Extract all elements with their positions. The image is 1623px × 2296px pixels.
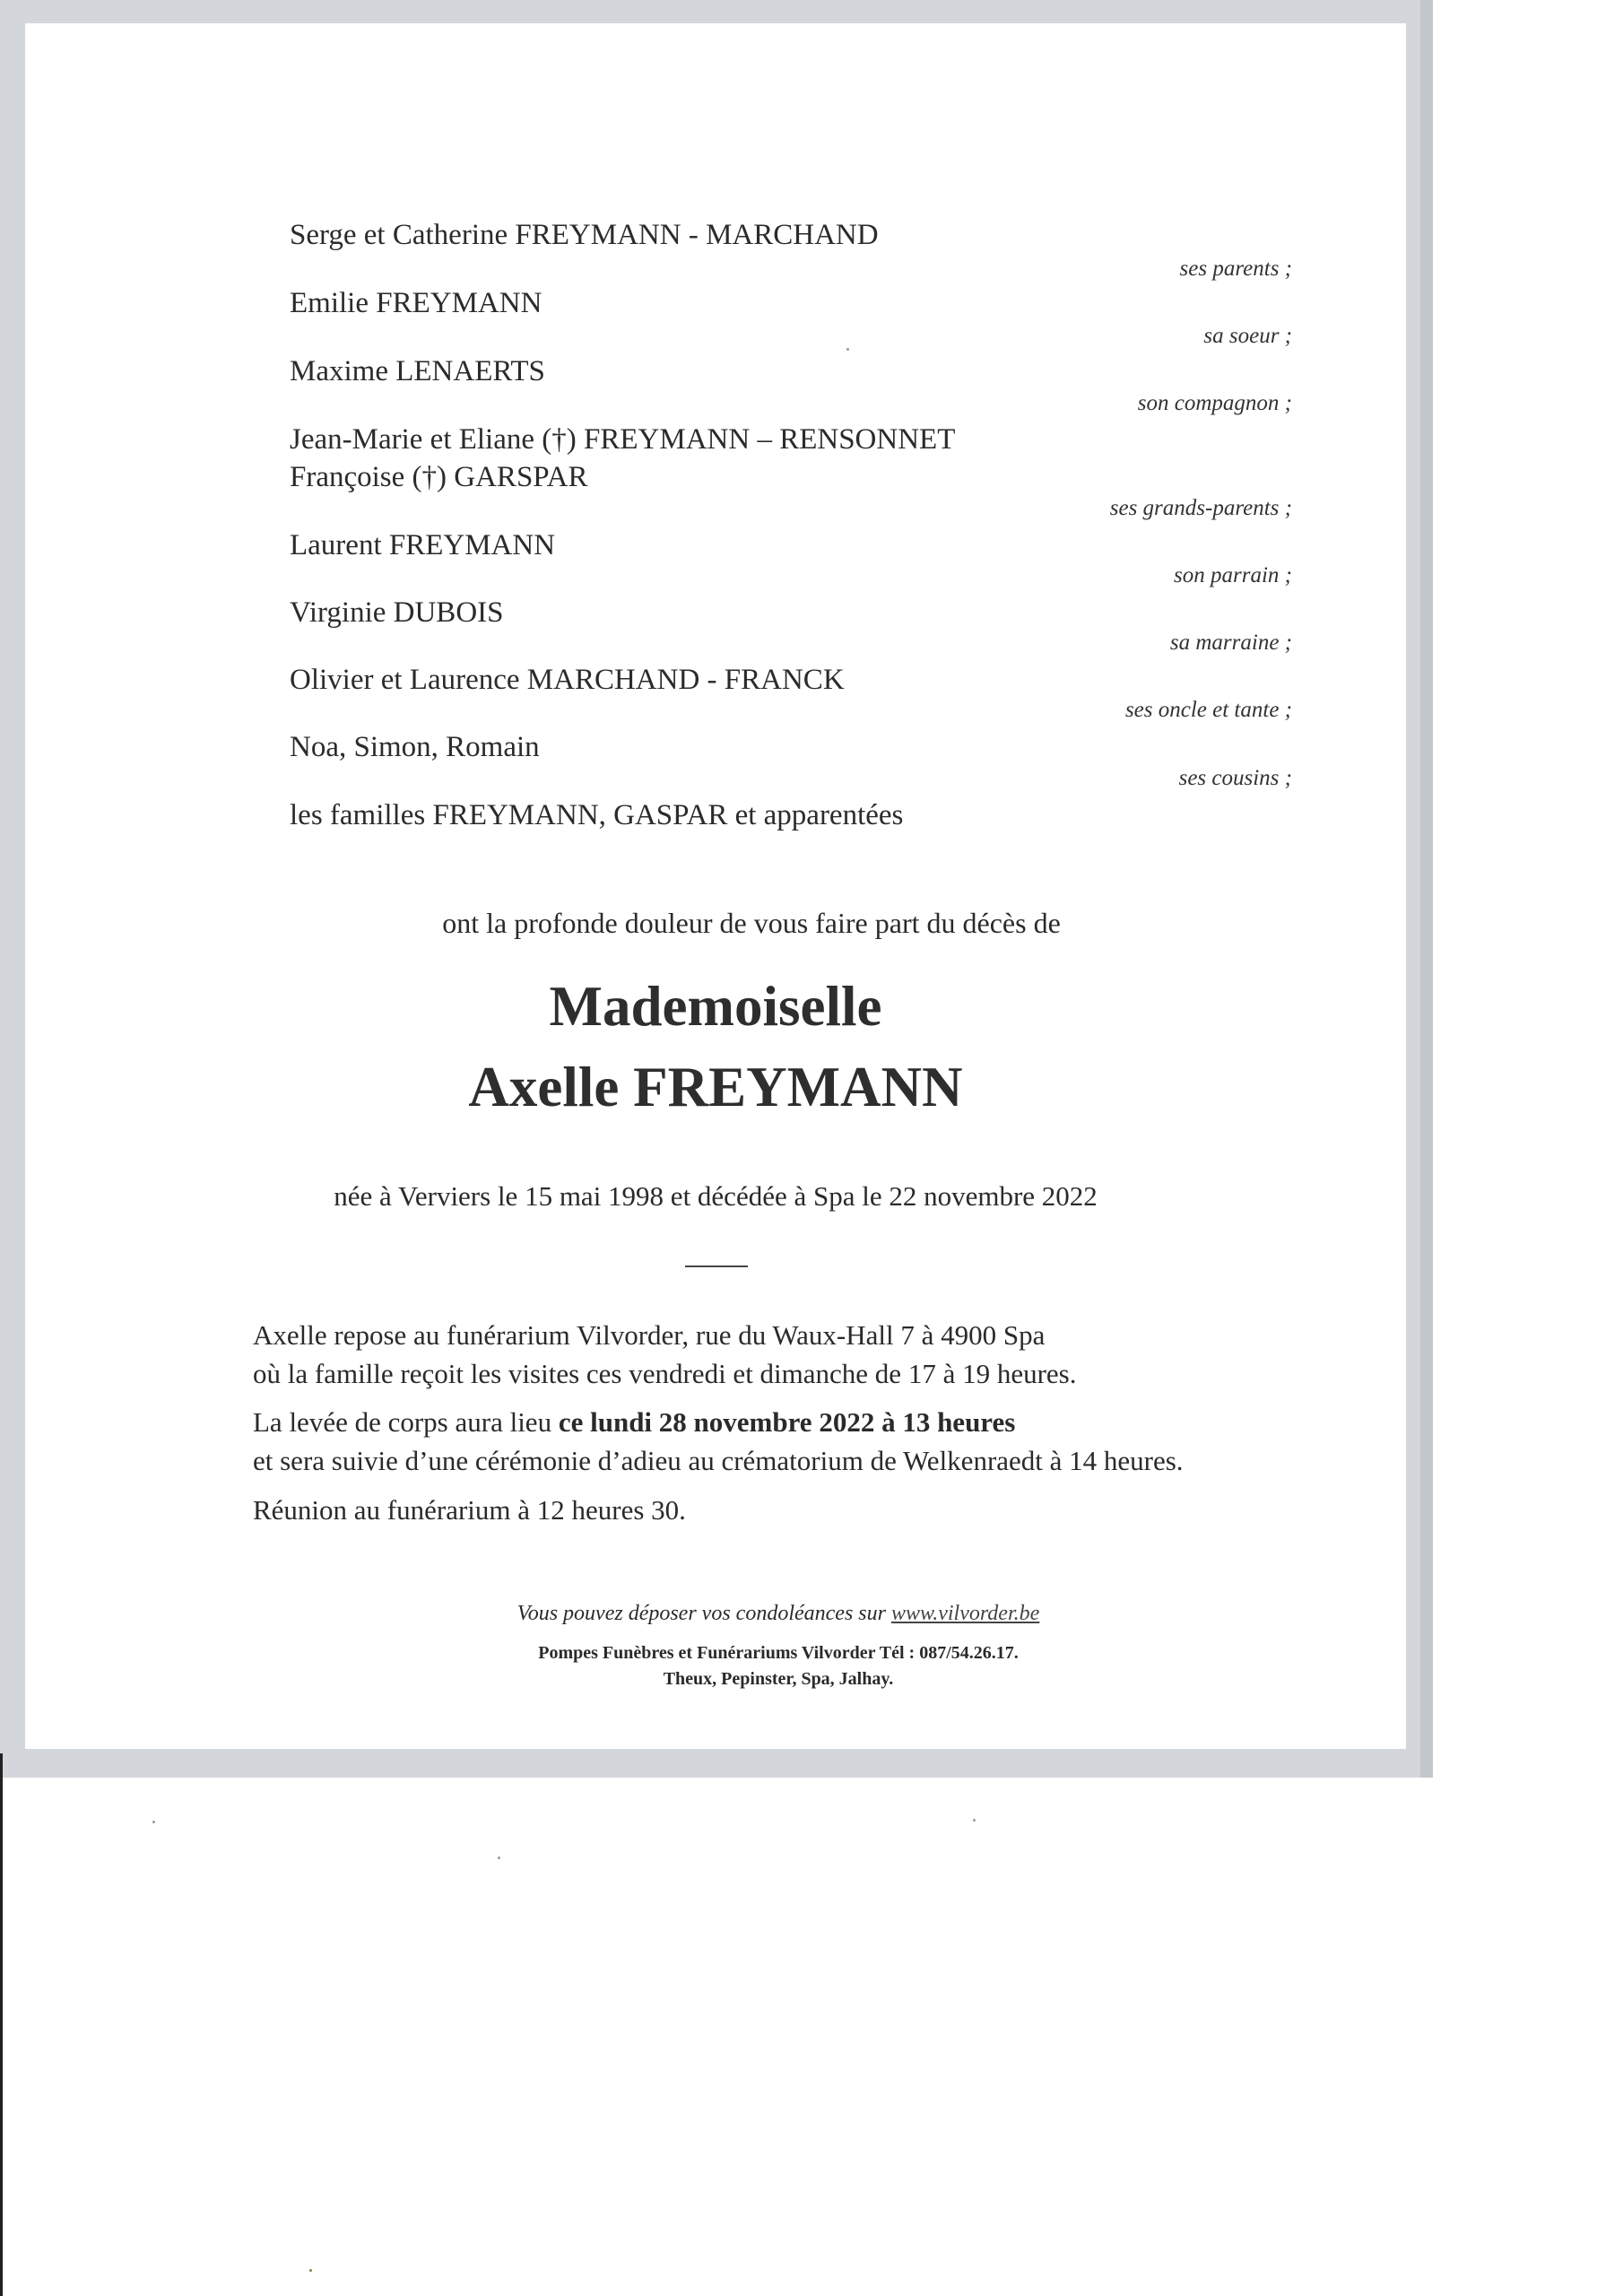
condolences-note	[25, 1602, 1406, 1626]
relation-label: son compagnon ;	[1137, 391, 1292, 415]
deceased-title: Mademoiselle	[549, 975, 882, 1038]
ceremony-date: ce lundi 28 novembre 2022 à 13 heures	[558, 1406, 1016, 1438]
divider	[685, 1265, 748, 1267]
condolences-link[interactable]: www.vilvorder.be	[890, 1602, 1040, 1625]
scan-speck	[973, 1819, 976, 1822]
detail-line	[253, 1406, 1015, 1439]
scan-speck	[846, 348, 849, 351]
scan-speck	[152, 1821, 155, 1823]
family-name: Emilie FREYMANN	[290, 287, 542, 319]
family-name: Laurent FREYMANN	[290, 529, 556, 561]
detail-text: La levée de corps aura lieu	[253, 1406, 559, 1438]
relation-label: sa marraine ;	[1169, 631, 1292, 655]
birth-death-dates: née à Verviers le 15 mai 1998 et décédée à Spa le 22 novembre 2022	[334, 1180, 1098, 1212]
family-name: Jean-Marie et Eliane (†) FREYMANN – RENSONNET	[290, 423, 956, 456]
relation-label: ses grands-parents ;	[1109, 496, 1292, 520]
family-name: Noa, Simon, Romain	[290, 731, 540, 763]
detail-line: où la famille reçoit les visites ces vendredi et dimanche de 17 à 19 heures.	[253, 1358, 1077, 1389]
relation-label: ses oncle et tante ;	[1124, 698, 1292, 722]
scan-edge-line	[0, 1753, 3, 2296]
obituary-card	[25, 23, 1406, 1749]
scan-edge-shade	[1420, 0, 1433, 1778]
relation-label: sa soeur ;	[1203, 324, 1292, 348]
announcement-intro: ont la profonde douleur de vous faire part du décès de	[442, 907, 1061, 939]
family-name: Françoise (†) GARSPAR	[290, 461, 588, 493]
relation-label: son parrain ;	[1174, 563, 1292, 587]
scan-speck	[498, 1857, 500, 1859]
funeral-home-locations: Theux, Pepinster, Spa, Jalhay.	[663, 1669, 894, 1689]
family-name: Serge et Catherine FREYMANN - MARCHAND	[290, 219, 879, 251]
relation-label: ses cousins ;	[1178, 766, 1292, 790]
family-name: Virginie DUBOIS	[290, 596, 504, 629]
family-name: Olivier et Laurence MARCHAND - FRANCK	[290, 664, 845, 696]
scan-speck	[309, 2269, 312, 2272]
family-name: les familles FREYMANN, GASPAR et apparentées	[290, 799, 904, 831]
detail-line: Réunion au funérarium à 12 heures 30.	[253, 1494, 686, 1526]
relation-label: ses parents ;	[1179, 257, 1292, 281]
relations-column	[1002, 23, 1292, 831]
detail-line: et sera suivie d’une cérémonie d’adieu au crématorium de Welkenraedt à 14 heures.	[253, 1445, 1184, 1476]
funeral-home-info: Pompes Funèbres et Funérariums Vilvorder Tél : 087/54.26.17.	[538, 1643, 1019, 1663]
detail-line: Axelle repose au funérarium Vilvorder, rue du Waux-Hall 7 à 4900 Spa	[253, 1319, 1046, 1351]
condolences-text: Vous pouvez déposer vos condoléances sur	[516, 1602, 891, 1625]
deceased-name: Axelle FREYMANN	[468, 1056, 963, 1118]
family-name: Maxime LENAERTS	[290, 355, 545, 387]
